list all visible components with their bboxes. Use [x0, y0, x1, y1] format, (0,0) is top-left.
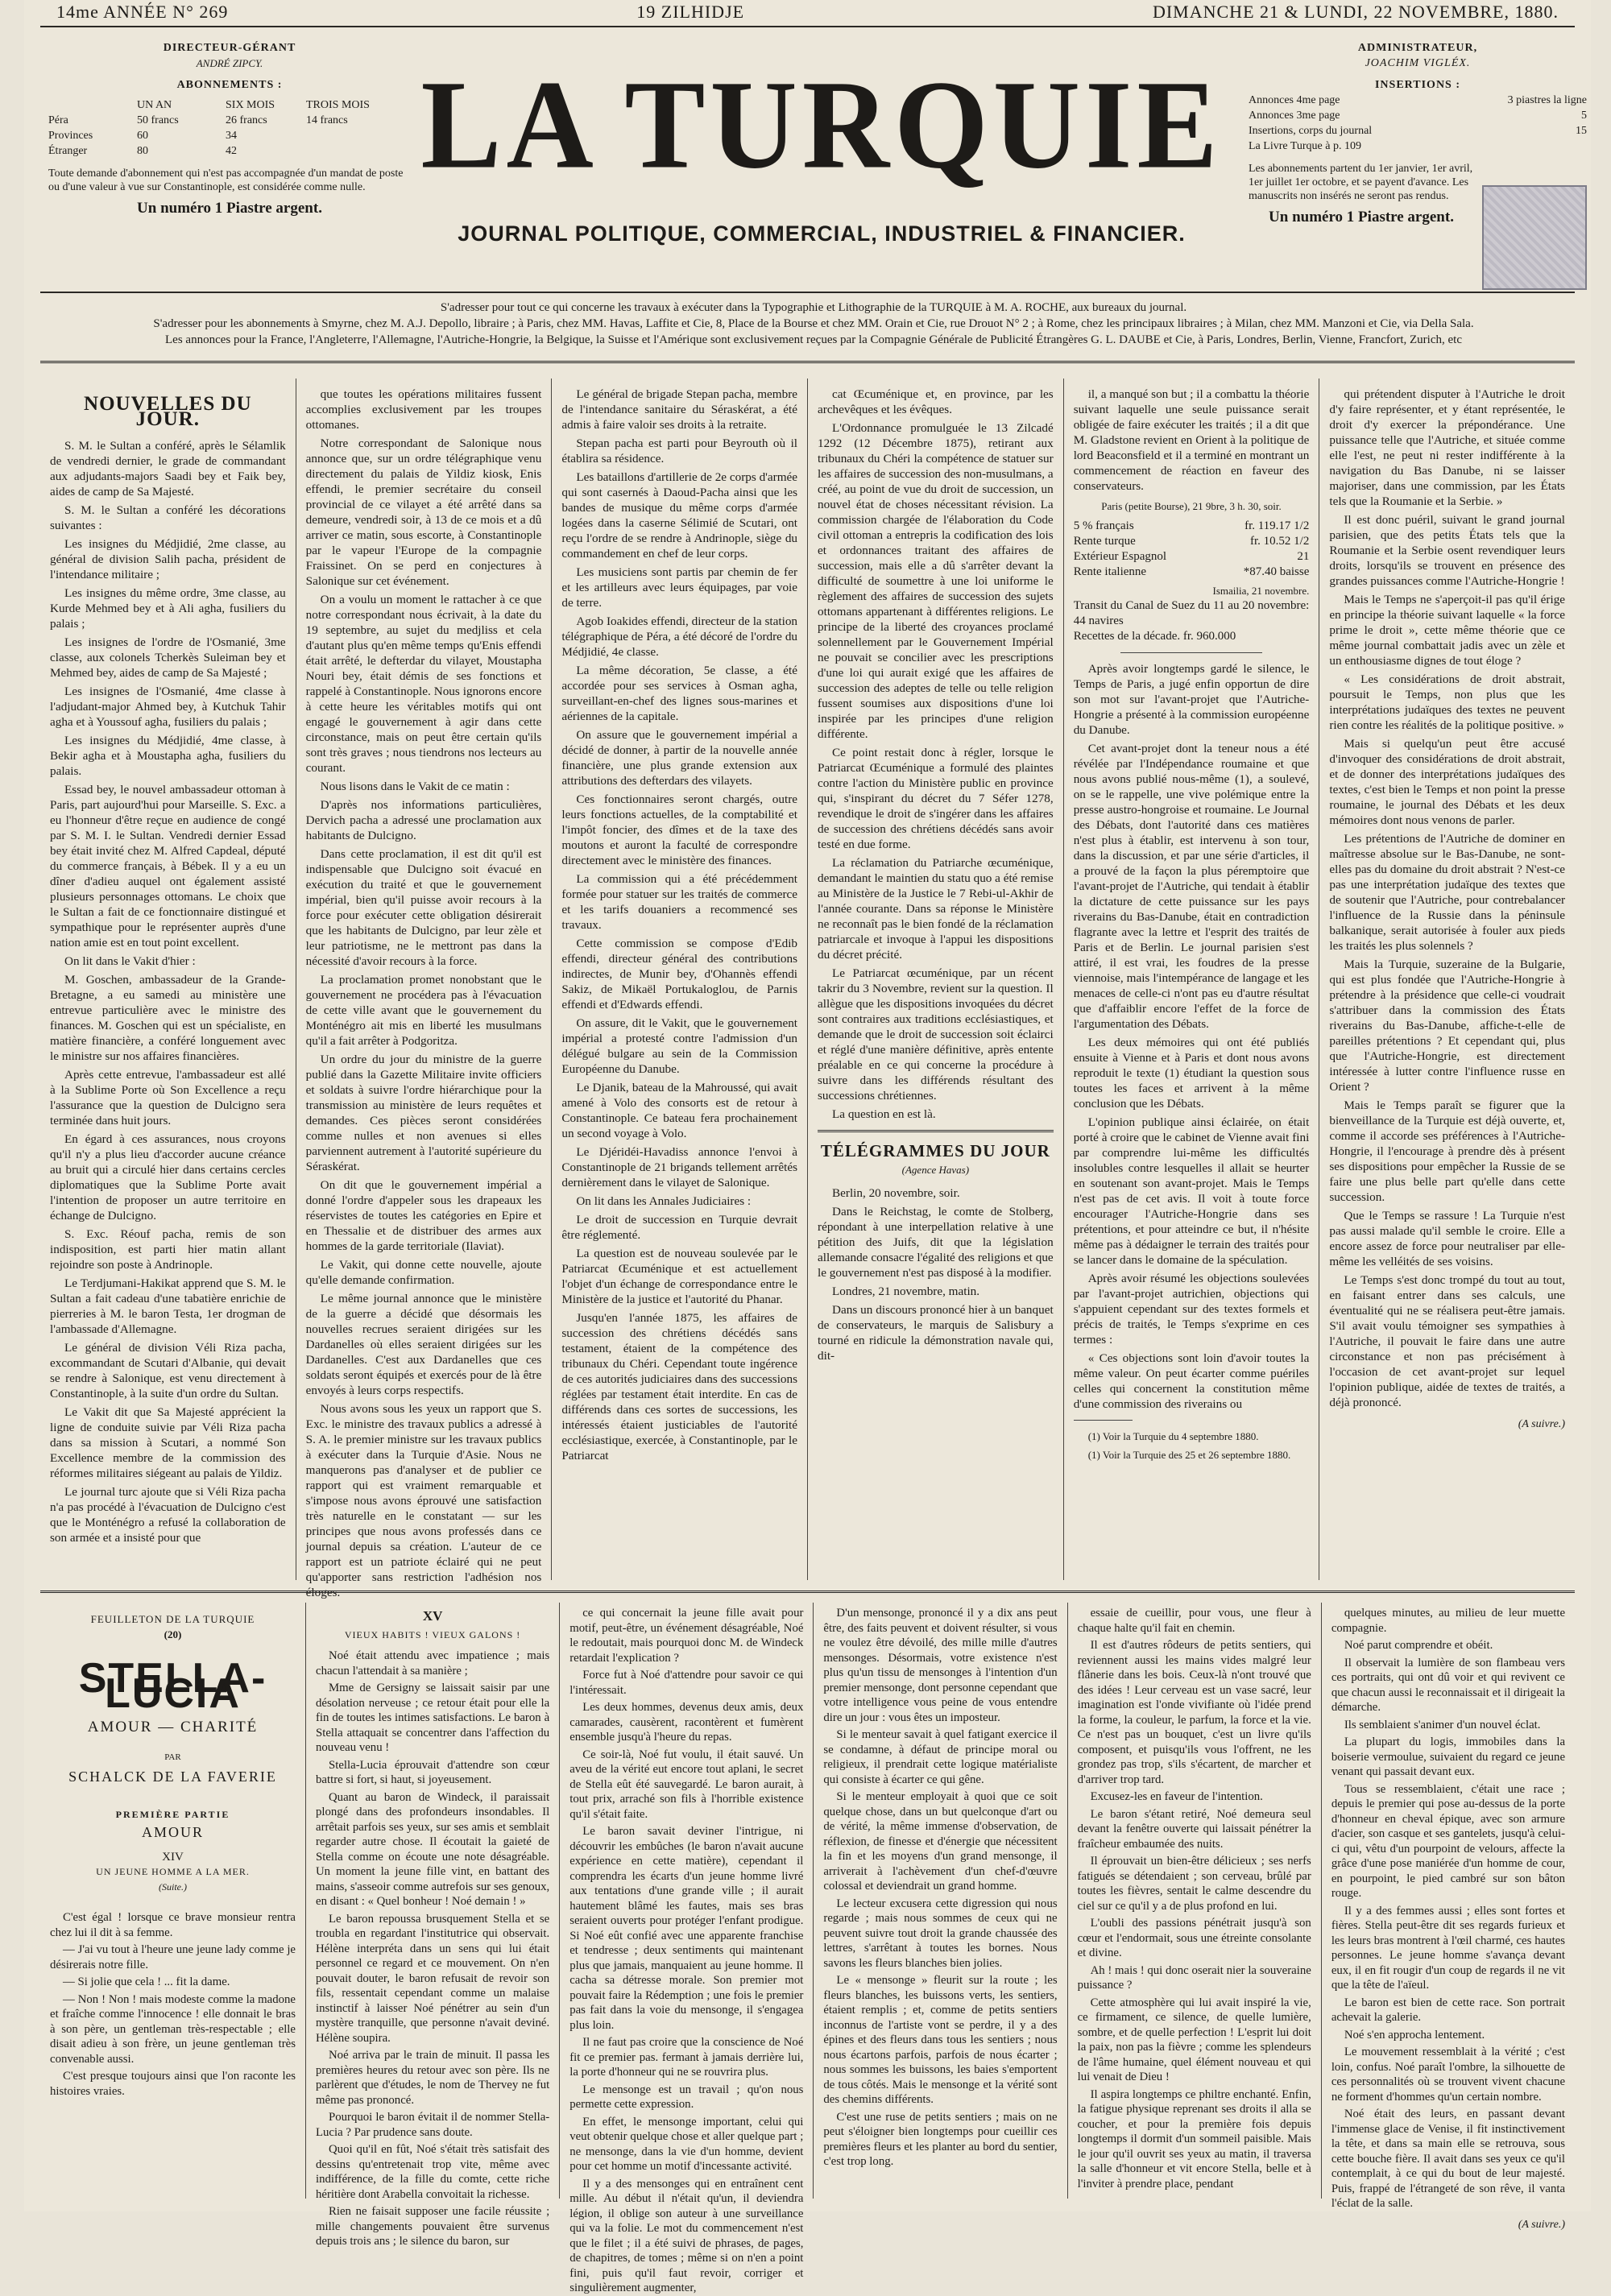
- subs-cell: 14 francs: [306, 114, 348, 126]
- footnotes: [1074, 1429, 1310, 1462]
- paragraph: Essad bey, le nouvel ambassadeur ottoman à Paris, part aujourd'hui pour Marseille. S. Exc. a eu l'honneur d'être reçue en audience de congé par S. M. I. le Sultan. Vendredi dernier Essad bey était invité chez M. Alfred Capdeal, député du commerce français, à Bébek. Il y a eu un dîner d'adieu auquel ont également assisté plusieurs personnages ottomans. Le choix que le Sultan a fait de ce fonctionnaire distingué et sympathique pour le représenter auprès d'une nation amie est en tout point excellent.: [50, 783, 286, 949]
- telegrams-heading: TÉLÉGRAMMES DU JOUR: [820, 1141, 1050, 1160]
- paragraph: En égard à ces assurances, nous croyons qu'il n'y a plus lieu d'accorder aucune créance au bruit qui a circulé hier dans certains cercles diplomatiques que la Sublime Porte avait l'intention de proposer un autre territoire en échange de Dulcigno.: [50, 1132, 286, 1222]
- insertion-item: La Livre Turque à p. 109: [1249, 140, 1361, 152]
- paragraph: Le Temps s'est donc trompé du tout au tout, en faisant entrer dans ses calculs, une éventualité qui ne se réalisera peut-être jamais. S'il avait voulu témoigner ses sympathies à l'Autriche, il pouvait le faire dans une autre circonstance et non pas précisément à l'occasion de cet avant-projet sur lequel l'opinion publique, aidée de textes de traités, a déjà prononcé.: [1329, 1273, 1566, 1409]
- market-value: fr. 10.52 1/2: [1250, 535, 1310, 548]
- feuilleton-rule: [40, 1591, 1575, 1593]
- issue-price: Un numéro 1 Piastre argent.: [137, 200, 322, 217]
- paragraph: Noé était attendu avec impatience ; mais chacun l'attendait à sa manière ;: [316, 1649, 550, 1678]
- paragraph: « Ces objections sont loin d'avoir toutes la même valeur. On peut écarter comme puériles celles qui concernent la constitution même d'une commission des riverains ou: [1073, 1351, 1310, 1411]
- paragraph: Quant au baron de Windeck, il paraissait plongé dans des profondeurs insondables. Il arrêtait parfois ses yeux, sur ses amis et semblait regarder autre chose. Il écoutait la gaieté de Stella comme on écoute une note désagréable. Un moment la jeune fille vint, en battant des mains, s'asseoir comme autrefois sur ses genoux, en disant : « Quel bonheur ! Noé demain ! »: [316, 1790, 550, 1908]
- top-line: [24, 0, 1591, 24]
- ismailia-date: Ismailia, 21 novembre.: [1212, 585, 1310, 597]
- newspaper-page: [24, 0, 1591, 2294]
- paragraph: C'est presque toujours ainsi que l'on raconte les histoires vraies.: [50, 2070, 296, 2098]
- paragraph: Le Vakit dit que Sa Majesté apprécient la ligne de conduite suivie par Véli Riza pacha dans sa mission à Scutari, a nommé Son Excellence membre de la commission des réformes militaires siégeant au palais de Yildiz.: [50, 1405, 286, 1480]
- feuilleton-text: [1078, 1606, 1311, 2191]
- paragraph: Le journal turc ajoute que si Véli Riza pacha n'a pas procédé à l'évacuation de Dulcigno c'est que le Monténégro a refusé la collaboration de son armée et a insisté pour que: [50, 1485, 286, 1545]
- paragraph: Le mouvement ressemblait à la vérité ; c'est loin, confus. Noé paraît l'ombre, la silhouette de ces personnalités où se trouvent vivent chacune ne forment d'hommes qu'un certain nombre.: [1331, 2046, 1566, 2104]
- insertion-item: Annonces 4me page: [1249, 94, 1340, 106]
- admin-name: JOACHIM VIGLÉX.: [1365, 57, 1471, 69]
- paragraph: Les deux mémoires qui ont été publiés ensuite à Vienne et à Paris et dont nous avons reproduit le texte (1) étudiant la question sous toutes les faces et arrivent à la même conclusion que les Débats.: [1073, 1036, 1310, 1111]
- paragraph: Les insignes du Médjidié, 4me classe, à Bekir agha et à Moustapha agha, fusiliers du palais.: [50, 734, 286, 778]
- column-2: [296, 379, 553, 1599]
- paragraph: Il y a des mensonges qui en entraînent cent mille. Au début il n'était qu'un, il deviendra légion, il oblige son auteur à une surveillance qui va la folie. Le mot du commencement n'est que le filet ; il a été suivi de phrases, de pages, de chapitres, de tomes ; même si on n'en a point fini, puis qu'il faut revoir, corriger et singulièrement augmenter,: [569, 2177, 804, 2294]
- paragraph: Après cette entrevue, l'ambassadeur est allé à la Sublime Porte où Son Excellence a reçu l'assurance que la question de Dulcigno sera terminée dans huit jours.: [50, 1068, 286, 1127]
- paragraph: Stella-Lucia éprouvait d'attendre son cœur battre si fort, si haut, si joyeusement.: [316, 1758, 550, 1786]
- chapter-title: UN JEUNE HOMME A LA MER.: [96, 1866, 250, 1877]
- insertion-row: [1249, 93, 1587, 108]
- paragraph: Mais le Temps paraît se figurer que la bienveillance de la Turquie est déjà ouverte, et, comme il accorde ses préférences à l'Autriche-Hongrie, il l'encourage à prendre dès à présent ses dispositions pour empêcher la Russie de se faire une plus belle part qu'elle dans cette succession.: [1329, 1098, 1566, 1204]
- market-value: fr. 119.17 1/2: [1244, 519, 1310, 532]
- paragraph: Berlin, 20 novembre, soir.: [832, 1186, 960, 1200]
- paragraph: Dans le Reichstag, le comte de Stolberg, répondant à une interpellation relative à une pétition des Juifs, dit que la législation allemande consacre l'égalité des religions et que le gouvernement n'est pas disposé à la modifier.: [818, 1205, 1054, 1280]
- column-text: [1329, 387, 1565, 1410]
- paragraph: Les prétentions de l'Autriche de dominer en maîtresse absolue sur le Bas-Danube, ne sont-elles pas du domaine du droit abstrait ? N'est-ce pas une interprétation judaïque des textes que de soutenir que l'Autriche, pour contrebalancer l'influence de la Russie dans la péninsule balkanique, serait autorisée à fouler aux pieds les traités les plus solennels ?: [1329, 832, 1566, 953]
- paragraph: Ce point restait donc à régler, lorsque le Patriarcat Œcuménique a formulé des plaintes contre l'action du Ministère public en province qui, s'inspirant du décret du 7 Séfer 1278, revendique le droit de s'ingérer dans les affaires de succession des chrétiens décédés sans avoir testé en due forme.: [818, 746, 1054, 851]
- paragraph: En effet, le mensonge important, celui qui veut obtenir quelque chose et aller quelque part ; ne mensonge, dans la vie d'un homme, devient pour cet homme un motif d'incessante activité.: [569, 2115, 804, 2173]
- subs-row: [48, 128, 411, 143]
- market-value: 21: [1297, 550, 1310, 563]
- paragraph: Il y a des femmes aussi ; elles sont fortes et fières. Stella peut-être dit ses regards furieux et les leurs bras montrent à l'œil charmé, ces hautes personnes. Le jeune homme s'avança devant eux, il en fit rougir d'un coup de regards il ne vit que la tête de l'aïeul.: [1331, 1904, 1566, 1992]
- paragraph: Londres, 21 novembre, matin.: [832, 1285, 980, 1298]
- paragraph: Noé s'en approcha lentement.: [1344, 2028, 1485, 2042]
- market-label: 5 % français: [1073, 519, 1134, 532]
- paragraph: S. M. le Sultan a conféré les décorations suivantes :: [50, 503, 286, 532]
- subs-cell: 26 francs: [226, 114, 267, 126]
- paragraph: Nous lisons dans le Vakit de ce matin :: [320, 780, 510, 793]
- subs-cell: Péra: [48, 114, 68, 126]
- paragraph: La même décoration, 5e classe, a été accordée pour ses services à Osman agha, surveillant-en-chef des lignes sous-marines et aériennes de la capitale.: [561, 664, 798, 723]
- paragraph: Le baron est bien de cette race. Son portrait achevait la galerie.: [1331, 1996, 1566, 2024]
- paragraph: Il observait la lumière de son flambeau vers ces portraits, qui ont dû voir et qui revivent ce que chacun aussi le reconnaissait et il dirigeait la démarche.: [1331, 1656, 1566, 1714]
- paragraph: La plupart du logis, immobiles dans la boiserie vermoulue, suivaient du regard ce jeune venant qui passait devant eux.: [1331, 1735, 1566, 1778]
- masthead-rule: [40, 292, 1575, 293]
- paragraph: Rien ne faisait supposer une facile réussite ; mille changements pouvaient être survenus depuis trois ans ; le silence du baron, sur: [316, 2205, 550, 2248]
- paragraph: Mme de Gersigny se laissait saisir par une désolation nerveuse ; ce retour était pour elle la fin de toutes les intimes satisfactions. Le baron à Stella attaquait se concentrer dans l'affection du nouveau venu !: [316, 1682, 550, 1754]
- issue-date: DIMANCHE 21 & LUNDI, 22 NOVEMBRE, 1880.: [1152, 2, 1559, 22]
- paragraph: Les insignes de l'Osmanié, 4me classe à l'adjudant-major Ahmed bey, à Kutchuk Tahir agha et à Youssouf agha, fusiliers du palais ;: [50, 685, 286, 729]
- paragraph: M. Goschen, ambassadeur de la Grande-Bretagne, a eu samedi au ministère une entrevue particulière avec le ministre des finances. M. Goschen qui est un spécialiste, en matière financière, a conféré longuement avec le ministre sur nos affaires financières.: [50, 973, 286, 1063]
- insertion-row: [1249, 123, 1587, 139]
- insertion-item: Insertions, corps du journal: [1249, 125, 1373, 137]
- paragraph: Cet avant-projet dont la teneur nous a été révélée par l'Indépendance roumaine et que nous avons publié nous-même (1), a soulevé, on se le rappelle, une vive polémique entre la presse austro-hongroise et roumaine. Le Journal des Débats, dont l'autorité dans ces matières n'est plus à établir, est intervenu à son tour, dans la discussion, et par une série d'articles, il a prouvé de la façon la plus péremptoire que l'avant-projet de l'Autriche, qui tendait à établir la dictature de cette puissance sur les pays riverains du Bas-Danube, était en contradiction flagrante avec la lettre et l'esprit des traités de Paris et de Berlin. Le journal parisien s'est attiré, il est vrai, les foudres de la presse viennoise, mais l'intempérance de langage et les menaces de celle-ci n'ont pas eu d'autre résultat que d'affaiblir encore l'effet de la force de l'argumentation des Débats.: [1073, 742, 1310, 1031]
- paragraph: qui prétendent disputer à l'Autriche le droit d'y faire représenter, et y étant représentée, le droit d'y exercer la prépondérance. Une puissance telle que l'Autriche, et située comme elle l'est, ne peut ni rester indifférente à la navigation du Bas Danube, ni se laisser majoriser, dans une commission, par les États tels que la Roumanie et la Serbie. »: [1329, 387, 1566, 508]
- column-text: [50, 438, 286, 1545]
- paragraph: cat Œcuménique et, en province, par les archevêques et les évêques.: [818, 387, 1054, 416]
- novel-title: STELLA-LUCIA: [78, 1655, 267, 1717]
- divider: [1120, 652, 1262, 653]
- paragraph: La question est de nouveau soulevée par le Patriarcat Œcuménique et est actuellement l'objet d'un échange de correspondance entre le Ministère de la justice et l'autorité du Phanar.: [561, 1247, 798, 1306]
- chapter-title: VIEUX HABITS ! VIEUX GALONS !: [344, 1628, 521, 1640]
- insertion-price: 15: [1576, 125, 1587, 137]
- subscriptions-label: ABONNEMENTS :: [176, 79, 283, 91]
- insertion-row: [1249, 139, 1587, 154]
- paragraph: Excusez-les en faveur de l'intention.: [1090, 1790, 1263, 1803]
- admin-label: ADMINISTRATEUR,: [1357, 42, 1478, 54]
- subs-header-row: [48, 97, 411, 113]
- paragraph: Il est donc puéril, suivant le grand journal parisien, que des petits États tels que la Roumanie et la Serbie osent revendiquer leurs droits, lorsqu'ils se trouvent en présence des grandes puissances comme l'Autriche-Hongrie !: [1329, 513, 1566, 588]
- column-text: [818, 387, 1054, 1122]
- columns-rule: [40, 361, 1575, 363]
- paragraph: On lit dans les Annales Judiciaires :: [576, 1194, 752, 1208]
- paragraph: il, a manqué son but ; il a combattu la théorie suivant laquelle une seule puissance serait obligée de faire exécuter les traités ; il a dit que M. Gladstone revient en Orient à la politique de lord Beaconsfield et il a terminé en montrant un commencement de réaction en faveur des conservateurs.: [1073, 387, 1310, 493]
- paragraph: Il ne faut pas croire que la conscience de Noé fit ce premier pas. fermant à jamais derrière lui, la porte d'honneur qui ne se rouvrira plus.: [569, 2036, 804, 2079]
- paragraph: Nous avons sous les yeux un rapport que S. Exc. le ministre des travaux publics a adressé à S. A. le premier ministre sur les travaux publics à exécuter dans la Turquie d'Asie. Nous ne manquerons pas d'analyser et de publier ce rapport qui est vraiment remarquable et s'impose nous avons éprouvé une satisfaction très naturelle en le constatant — sur les principes que nous avons professés dans ce journal depuis sa création. L'auteur de ce rapport est un patriote éclairé qui ne peut qu'apporter sans restriction l'adhésion nos éloges.: [305, 1402, 542, 1599]
- insertion-item: Annonces 3me page: [1249, 110, 1340, 122]
- paragraph: (1) Voir la Turquie du 4 septembre 1880.: [1087, 1430, 1259, 1442]
- subs-cell: 34: [226, 130, 237, 142]
- address-line: S'adresser pour les abonnements à Smyrne, chez M. A.J. Depollo, libraire ; à Paris, chez MM. Havas, Laffite et Cie, 8, Place de la Bourse et chez MM. Orain et Cie, rue Drouot N° 2 ; à Rome, chez les principaux libraires ; à Milan, chez MM. Manzoni et Cie, via Della Sala.: [153, 317, 1474, 330]
- paragraph: Mais si quelqu'un peut être accusé d'invoquer des considérations de droit abstrait, et de donner des interprétations judaïques des textes, c'est bien le Temps et non point la presse roumaine, le journal des Débats et les deux mémoires dont nous venons de parler.: [1329, 737, 1566, 827]
- news-heading: NOUVELLES DU JOUR.: [84, 393, 252, 430]
- market-row: [1074, 565, 1310, 580]
- paragraph: — Si jolie que cela ! ... fit la dame.: [63, 1975, 230, 1988]
- telegrams-agency: (Agence Havas): [901, 1164, 970, 1176]
- paragraph: Le lecteur excusera cette digression qui nous regarde ; mais nous sommes de ceux qui ne peuvent suivre tout droit la grande chaussée des lettres, s'arrêtant à toutes les bornes. Nous savons les fleurs blanches bien jolies.: [823, 1897, 1058, 1970]
- paragraph: Jusqu'en l'année 1875, les affaires de succession des chrétiens décédés sans testament, étaient de la compétence des tribunaux du Chéri. Cependant toute ingérence de ces autorités judiciaires dans des successions réglées par testament était interdite. En cas de différends dans ces sortes de successions, les intéressés étaient justiciables de l'autorité ecclésiastique, exercée, à Constantinople, par le Patriarcat: [561, 1311, 798, 1462]
- insertions-note: Les abonnements partent du 1er janvier, 1er avril, 1er juillet 1er octobre, et se payent d'avance. Les manuscrits non insérés ne seront pas rendus.: [1249, 163, 1473, 202]
- paragraph: Le mensonge est un travail ; qu'on nous permette cette expression.: [569, 2083, 804, 2111]
- paragraph: On assure, dit le Vakit, que le gouvernement impérial a protesté contre l'admission d'un délégué bulgare au sein de la Commission Européenne du Danube.: [561, 1016, 798, 1076]
- paragraph: D'après nos informations particulières, Dervich pacha a adressé une proclamation aux habitants de Dulcigno.: [305, 798, 542, 842]
- column-5: [1064, 379, 1320, 1580]
- feuilleton-column-2: [306, 1603, 560, 2248]
- section-divider: [818, 1130, 1054, 1132]
- paragraph: Les bataillons d'artillerie de 2e corps d'armée qui sont casernés à Daoud-Pacha ainsi que les bandes de musique du même corps d'armée logées dans la caserne Sélimié de Scutari, ont reçu l'ordre de se rendre à Andrinople, siège du commandement en chef de leur corps.: [561, 470, 798, 561]
- paragraph: Mais la Turquie, suzeraine de la Bulgarie, qui est plus fondée que l'Autriche-Hongrie à prétendre à la présidence que celle-ci voudrait s'attribuer dans la commission des États riverains du Bas-Danube, affiche-t-elle de pareilles prétentions ? Et cependant qui, plus que l'Autriche-Hongrie, est directement intéressée à lutter contre l'influence russe en Orient ?: [1329, 958, 1566, 1094]
- part-label: PREMIÈRE PARTIE: [115, 1808, 230, 1820]
- paragraph: Le droit de succession en Turquie devrait être réglementé.: [561, 1213, 798, 1242]
- hijri-date: 19 ZILHIDJE: [636, 2, 745, 22]
- subscription-block: [48, 40, 411, 216]
- paragraph: L'oubli des passions pénétrait jusqu'à son cœur et l'endormait, sous une étreinte consolante et divine.: [1077, 1917, 1311, 1959]
- feuilleton-text: [569, 1606, 803, 2296]
- paragraph: S. M. le Sultan a conféré, après le Sélamlik de vendredi dernier, le grade de commandant aux adjudants-majors Saadi bey et Faik bey, aides de camp de Sa Majesté.: [50, 439, 286, 499]
- paragraph: Stepan pacha est parti pour Beyrouth où il établira sa résidence.: [561, 436, 798, 465]
- subs-cell: [306, 143, 387, 159]
- paragraph: Les insignes du Médjidié, 2me classe, au général de division Salih pacha, président de l'intendance militaire ;: [50, 537, 286, 581]
- feuilleton-text: [50, 1910, 296, 2099]
- subs-row: [48, 113, 411, 128]
- column-4: [808, 379, 1064, 1580]
- subs-cell: 42: [226, 145, 237, 157]
- subs-cell: 80: [137, 145, 148, 157]
- feuilleton-column-3: [560, 1603, 814, 2294]
- feuilleton-column-4: [814, 1603, 1067, 2199]
- paragraph: — Non ! Non ! mais modeste comme la madone et fraîche comme l'innocence ! elle donnait le bras à son père, un gentleman très-respectable ; elle disait adieu à son frère, un jeune gentleman très convenable aussi.: [50, 1992, 296, 2066]
- novel-author: SCHALCK DE LA FAVERIE: [68, 1769, 277, 1785]
- paragraph: Que le Temps se rassure ! La Turquie n'est pas aussi malade qu'il semble le croire. Elle a encore assez de force pour neutraliser par elle-même les velléités de ses voisins.: [1329, 1209, 1566, 1268]
- feuilleton-head: FEUILLETON DE LA TURQUIE: [90, 1613, 255, 1625]
- address-line: S'adresser pour tout ce qui concerne les travaux à exécuter dans la Typographie et Lithographie de la TURQUIE à M. A. ROCHE, aux bureaux du journal.: [440, 301, 1187, 314]
- subs-header: UN AN: [137, 99, 172, 111]
- paragraph: On lit dans le Vakit d'hier :: [64, 954, 196, 968]
- footnote-divider: [1074, 1420, 1133, 1421]
- column-text: [1074, 387, 1310, 494]
- paragraph: Notre correspondant de Salonique nous annonce que, sur un ordre télégraphique venu directement du palais de Yildiz kiosk, Enis effendi, le premier secrétaire du conseil provincial de ce vilayet a été arrêté dans sa demeure, vendredi soir, à 13 de ce mois et a dû arriver ce matin, sous escorte, à Constantinople par le vapeur l'Europe de la compagnie Fraissinet. On se perd en conjectures à Salonique sur cet événement.: [305, 436, 542, 588]
- paragraph: Quoi qu'il en fût, Noé s'était très satisfait des dessins qu'entretenait trop vite, même avec indifférence, de la fille du comte, cette riche héritière dont Arabella convoitait la richesse.: [316, 2143, 550, 2201]
- paragraph: Mais le Temps ne s'aperçoit-il pas qu'il érige en principe la théorie suivant laquelle « la force prime le droit », cette même théorie que ce même journal combattait jadis avec un zèle et un enthousiasme dignes de tout éloge ?: [1329, 593, 1566, 668]
- subs-cell: 50 francs: [137, 114, 179, 126]
- subs-cell: Provinces: [48, 130, 93, 142]
- feuilleton-column-1: [40, 1603, 306, 2199]
- by-label: PAR: [164, 1752, 181, 1762]
- column-3: [552, 379, 808, 1580]
- newspaper-title: LA TURQUIE: [420, 54, 1223, 196]
- paragraph: Le Terdjumani-Hakikat apprend que S. M. le Sultan a fait cadeau d'une tabatière enrichie de pierreries à M. le baron Testa, 1er drogman de l'ambassade d'Allemagne.: [50, 1276, 286, 1336]
- market-value: *87.40 baisse: [1243, 565, 1310, 578]
- market-label: Extérieur Espagnol: [1073, 550, 1167, 563]
- paragraph: Il éprouvait un bien-être délicieux ; ses nerfs fatigués se détendaient ; son cerveau, brûlé par toutes les fièvres, sentait le calme descendre du ciel sur ce qu'il y a de plus profond en lui.: [1077, 1855, 1311, 1913]
- paragraph: Ils semblaient s'animer d'un nouvel éclat.: [1344, 1718, 1541, 1731]
- column-text: [1074, 661, 1310, 1412]
- market-row: [1074, 519, 1310, 534]
- continued-label: (Suite.): [159, 1880, 187, 1893]
- paragraph: Le « mensonge » fleurit sur la route ; les fleurs blanches, les buissons verts, les sentiers, étaient remplis ; et, comme de petits sentiers inconnus de l'artiste vont se perdre, il y a des épines et des fleurs dans tous les sentiers ; nous nous écartons parfois, parfois de nous écarter ; nous sommes les buissons, les baies s'emportent de tous côtés. Mais le mensonge et la vérité sont des chemins différents.: [823, 1974, 1058, 2106]
- paragraph: essaie de cueillir, pour vous, une fleur à chaque halte qu'il fait en chemin.: [1077, 1607, 1311, 1635]
- paragraph: que toutes les opérations militaires fussent accomplies exclusivement par les troupes ottomanes.: [305, 387, 542, 432]
- paragraph: Après avoir résumé les objections soulevées par l'avant-projet autrichien, objections qui s'appuient cependant sur des textes formels et précis de traités, le Temps s'exprime en ces termes :: [1073, 1272, 1310, 1347]
- paragraph: Dans cette proclamation, il est dit qu'il est indispensable que Dulcigno soit évacué en exécution du traité et que le gouvernement impérial, bien qu'il puisse avoir recours à la force pour exécuter cette obligation désirerait que les habitants de Dulcigno, par leur zèle et leur patriotisme, ne le mettront pas dans la nécessité d'avoir recours à la force.: [305, 847, 542, 968]
- paragraph: Un ordre du jour du ministre de la guerre publié dans la Gazette Militaire invite officiers et soldats à suivre l'ordre hiérarchique pour la transmission au ministère de leurs requêtes et demandes. Ces pièces seront considérées comme nulles et non avenues si elles parviennent autrement à l'autorité supérieure du Séraskérat.: [305, 1053, 542, 1173]
- paragraph: C'est égal ! lorsque ce brave monsieur rentra chez lui il dit à sa femme.: [50, 1911, 296, 1939]
- paragraph: Les insignes de l'ordre de l'Osmanié, 3me classe, aux colonels Tcherkès Suleiman bey et Mehmed bey, aides de camp de Sa Majesté ;: [50, 635, 286, 680]
- paragraph: Le baron savait deviner l'intrigue, ni découvrir les embûches (le baron n'avait aucune expérience en cette matière), cependant il comprendra les écarts d'un jeune homme livré aux tentations d'une grande ville ; il aurait hautement blâmé les fautes, mais ses bras seraient ouverts pour protéger l'enfant prodigue. Si Noé eût confié avec une apparente franchise et tendresse ; deux sentiments qui maintenant plus que jamais, manquaient au jeune homme. Il cacha sa détresse morale. Son premier mot pouvait faire la Rédemption ; une fois le premier pas fait dans la voie du mensonge, il s'engagea plus loin.: [569, 1825, 804, 2032]
- paragraph: Noé arriva par le train de minuit. Il passa les premières heures du retour avec son père. Ils ne parlèrent que d'études, le nom de Thervey ne fut même pas prononcé.: [316, 2049, 550, 2107]
- paragraph: Le même journal annonce que le ministère de la guerre a décidé que désormais les nouvelles recrues seraient dirigées sur les Dardanelles où elles seraient dirigées sur les Dardanelles. C'est aux Dardanelles que ces soldats seront équipés et exercés pour de là être envoyés à leurs corps respectifs.: [305, 1292, 542, 1397]
- subscription-note: Toute demande d'abonnement qui n'est pas accompagnée d'un mandat de poste ou d'une valeur à vue sur Constantinople, est considérée comme nulle.: [48, 168, 404, 193]
- paragraph: Après avoir longtemps gardé le silence, le Temps de Paris, a jugé enfin opportun de dire son mot sur l'avant-projet que l'Autriche-Hongrie a présenté à la commission européenne du Danube.: [1073, 662, 1310, 737]
- insertion-price: 5: [1581, 110, 1587, 122]
- paragraph: Noé parut comprendre et obéit.: [1344, 1639, 1493, 1652]
- subs-cell: [306, 128, 387, 143]
- paragraph: Noé était des leurs, en passant devant l'immense glace de Venise, il fit instinctivement la tête, et dans sa main elle se retrouva, sous cette bouche fière. Il avait dans ses yeux ce qu'il contemplait, à ce qui du bout de leur majesté. Puis, frappé de l'étrangeté de son rêve, il vanta l'éclat de la salle.: [1331, 2108, 1566, 2210]
- insertion-row: [1249, 108, 1587, 123]
- feuilleton-column-5: [1068, 1603, 1322, 2199]
- paragraph: Agob Ioakides effendi, directeur de la station télégraphique de Péra, a été décoré de l'ordre du Médjidié, 4e classe.: [561, 614, 798, 659]
- paragraph: Le baron repoussa brusquement Stella et se troubla en regardant l'institutrice qui observait. Hélène interpréta dans un sens qui lui était personnel ce regard et ce mouvement. On n'en pouvait douter, le baron refusait de revoir son fils, ressentait cependant comme un malaise instinctif à laisser Noé pénétrer au sein d'un mystère tranquille, que personne n'avait deviné. Hélène soupira.: [316, 1912, 550, 2045]
- chapter-number: XIV: [162, 1850, 184, 1864]
- subscriptions-table: [48, 97, 411, 159]
- paragraph: Les musiciens sont partis par chemin de fer et les artilleurs avec leurs équipages, par voie de terre.: [561, 565, 798, 610]
- column-text: [306, 387, 542, 1600]
- market-label: Rente italienne: [1073, 565, 1147, 578]
- feuilleton-text: [823, 1606, 1057, 2170]
- director-name: ANDRÉ ZIPCY.: [196, 57, 263, 69]
- paragraph: Si le menteur employait à quoi que ce soit quelque chose, dans un but quelconque d'art ou de vérité, la même immense d'observation, de réflexion, de finesse et d'énergie que nécessitent la fin et les moyens d'un grand mensonge, il arriverait à l'achèvement d'un chef-d'œuvre colossal et deviendrait un grand homme.: [823, 1790, 1058, 1893]
- paragraph: Ce soir-là, Noé fut voulu, il était sauvé. Un aveu de la vérité eut encore tout aplani, le secret de Stella eût été sauvegardé. Le baron aurait, à tout prix, arraché son fils à l'horrible existence qu'il s'était faite.: [569, 1748, 804, 1821]
- director-label: DIRECTEUR-GÉRANT: [163, 42, 296, 54]
- market-label: Rente turque: [1073, 535, 1136, 548]
- to-be-continued: (A suivre.): [1518, 2218, 1566, 2231]
- market-head: Paris (petite Bourse), 21 9bre, 3 h. 30, soir.: [1101, 500, 1282, 512]
- paragraph: L'Ordonnance promulguée le 13 Zilcadé 1292 (12 Décembre 1875), retirant aux tribunaux du Chéri la compétence de statuer sur les affaires de succession des non-musulmans, a créé, au point de vue du droit de succession, un nouvel état de choses nécessitant révision. La commission chargée de l'élaboration du Code civil ottoman a entrepris la codification des lois et ordonnances traitant des affaires de succession, mais elle a dû s'arrêter devant la difficulté de soumettre à une loi uniforme le règlement des affaires de succession des sujets ottomans appartenant à différentes religions. Le principe de la liberté des croyances proclamé solennellement par le Gouvernement Impérial ne pouvait se concilier avec les prescriptions d'une loi qui aurait exigé que les affaires de succession des adeptes de telle ou telle religion fussent soumises aux dispositions d'une loi inspirée par les principes d'une religion différente.: [818, 421, 1054, 741]
- feuilleton-column-6: [1322, 1603, 1575, 2231]
- subs-cell: Étranger: [48, 145, 88, 157]
- address-line: Les annonces pour la France, l'Angleterre, l'Allemagne, l'Autriche-Hongrie, la Belgique, la Suisse et l'Amérique sont exclusivement reçues par la Compagnie Générale de Publicité Étrangères G. L. DAUBE et Cie, à Paris, Londres, Berlin, Vienne, Francfort, Zurich, etc: [165, 333, 1462, 346]
- news-columns: [40, 379, 1575, 1599]
- tax-stamp: [1482, 185, 1587, 290]
- column-text: [561, 387, 797, 1463]
- paragraph: D'un mensonge, prononcé il y a dix ans peut être, des faits peuvent et doivent résulter, si vous ne voulez être dévoilé, des mille mille d'autres mensonges. Désormais, votre existence n'est plus qu'un tissu de mensonges à l'intention d'un premier mensonge, dont personne cependant que votre intelligence vous peine de vous entendre dire un jour : vous êtes un imposteur.: [823, 1607, 1058, 1724]
- feuilleton-number: (20): [164, 1628, 182, 1640]
- subs-header: [48, 97, 137, 113]
- paragraph: Ces fonctionnaires seront chargés, outre leurs fonctions actuelles, de la comptabilité et l'impôt foncier, des dîmes et de la taxe des moutons et auront la faculté de correspondre directement avec le ministère des finances.: [561, 792, 798, 867]
- top-rule: [40, 26, 1575, 27]
- paragraph: Le Vakit, qui donne cette nouvelle, ajoute qu'elle demande confirmation.: [305, 1258, 542, 1287]
- market-row: [1074, 534, 1310, 549]
- paragraph: quelques minutes, au milieu de leur muette compagnie.: [1331, 1607, 1566, 1635]
- paragraph: Cette commission se compose d'Edib effendi, directeur général des contributions indirectes, de Munir bey, d'Ohannès effendi Sakiz, de Mikaël Portukaloglou, de Parnis effendi et d'Edwards effendi.: [561, 937, 798, 1011]
- paragraph: On assure que le gouvernement impérial a décidé de donner, à partir de la nouvelle année financière, une plus grande extension aux attributions des defterdars des vilayets.: [561, 728, 798, 788]
- market-quotes: [1074, 499, 1310, 644]
- insertion-price: 3 piastres la ligne: [1507, 94, 1587, 106]
- subs-header: TROIS MOIS: [306, 99, 370, 111]
- paragraph: C'est une ruse de petits sentiers ; mais on ne peut s'éloigner bien longtemps pour cueillir ces premières fleurs et les planter au bord du sentier, c'est trop long.: [823, 2110, 1058, 2168]
- paragraph: Le Djanik, bateau de la Mahroussé, qui avait amené à Volo des consorts est de retour à Constantinople. Ce bateau fera prochainement un second voyage à Volo.: [561, 1081, 798, 1140]
- paragraph: La commission qui a été précédemment formée pour statuer sur les traités de commerce et les tarifs douaniers a recommencé ses travaux.: [561, 872, 798, 932]
- paragraph: Cette atmosphère qui lui avait inspiré la vie, ce firmament, ce silence, de quelle lumière, sombre, et de quelle perfection ! L'esprit lui doit la paix, non pas la fièvre ; comme les splendeurs de l'âme humaine, quel élément nouveau et qui lui venait de Dieu !: [1077, 1996, 1311, 2083]
- novel-subtitle: AMOUR — CHARITÉ: [87, 1719, 259, 1735]
- market-row: [1074, 549, 1310, 565]
- paragraph: « Les considérations de droit abstrait, poursuit le Temps, non plus que les interprétations judaïques des textes ne peuvent rien contre les réalités de la politique positive. »: [1329, 672, 1566, 732]
- paragraph: Ah ! mais ! qui donc oserait nier la souveraine puissance ?: [1077, 1963, 1311, 1992]
- paragraph: On a voulu un moment le rattacher à ce que notre correspondant nous écrivait, à la date du 19 septembre, au sujet du medjliss et cela d'autant plus qu'en même temps qu'Enis effendi était arrêté, le defterdar du vilayet, Moustapha Nouri bey, était démis de ses fonctions et rappelé à Constantinople. Nous ignorons encore à cette heure les véritables motifs qui ont engagé le gouvernement à agir dans cette circonstance, mais on peut être certain qu'ils sont très graves ; nous tiendrons nos lecteurs au courant.: [305, 593, 542, 775]
- part-name: AMOUR: [141, 1824, 204, 1840]
- to-be-continued: (A suivre.): [1518, 1418, 1566, 1430]
- paragraph: Il est d'autres rôdeurs de petits sentiers, qui reviennent aussi les mains vides malgré leur flânerie dans les bois. Ceux-là n'ont trouvé que des idées ! Leur cerveau est un vase sacré, leur imagination est l'onde vivifiante où l'idée prend la forme, la couleur, le parfum, la force et la vie. Ce n'est pas un bouquet, c'est un livre qu'ils composent, et puisqu'ils vous l'offrent, ne les grondez pas trop, s'ils s'écartent, de marcher et d'arriver trop tard.: [1077, 1639, 1311, 1786]
- feuilleton: [40, 1603, 1575, 2294]
- paragraph: Tous se ressemblaient, c'était une race ; depuis le premier qui pose au-dessus de la porte d'honneur en cheval épique, avec son armure d'acier, son casque et ses gantelets, jusqu'à celui-ci qui, vêtu d'un pourpoint de velours, affecte la grâce d'une pose maniérée d'un homme de cour, en pourpoint, le pied cambré sur son bâton rouge.: [1331, 1782, 1566, 1900]
- paragraph: Le général de brigade Stepan pacha, membre de l'intendance sanitaire du Séraskérat, a été admis à faire valoir ses droits à la retraite.: [561, 387, 798, 432]
- paragraph: — J'ai vu tout à l'heure une jeune lady comme je désirerais notre fille.: [50, 1943, 296, 1971]
- insertions-label: INSERTIONS :: [1374, 79, 1461, 91]
- column-6: [1319, 379, 1575, 1580]
- paragraph: (1) Voir la Turquie des 25 et 26 septembre 1880.: [1087, 1449, 1291, 1461]
- paragraph: ce qui concernait la jeune fille avait pour motif, peut-être, un événement désagréable, Noé le redoutait, mais pourquoi donc M. de Windeck retardait l'explication ?: [569, 1607, 804, 1665]
- address-block: [56, 300, 1571, 348]
- subs-cell: 60: [137, 130, 148, 142]
- subs-header: SIX MOIS: [226, 99, 275, 111]
- paragraph: Les insignes du même ordre, 3me classe, au Kurde Mehmed bey et à Ali agha, fusiliers du palais ;: [50, 586, 286, 631]
- paragraph: La question en est là.: [832, 1107, 936, 1121]
- suez-receipts: Recettes de la décade. fr. 960.000: [1073, 630, 1236, 643]
- suez-transit: Transit du Canal de Suez du 11 au 20 novembre: 44 navires: [1073, 599, 1310, 627]
- paragraph: L'opinion publique ainsi éclairée, on était porté à croire que le cabinet de Vienne avait fini par comprendre lui-même les difficultés insolubles contre lesquelles il allait se heurter en soutenant son avant-projet. Mais le Temps n'est pas de cet avis. Il voit à toute force encourager l'Autriche-Hongrie dans ses prétentions, et pour atteindre ce but, il n'hésite même pas à dédaigner le terrain des traités pour se lancer dans le domaine de la spéculation.: [1073, 1115, 1310, 1267]
- issue-number: 14me ANNÉE N° 269: [56, 2, 229, 22]
- paragraph: Force fut à Noé d'attendre pour savoir ce qui l'intéressait.: [569, 1669, 804, 1697]
- subs-row: [48, 143, 411, 159]
- newspaper-subtitle: JOURNAL POLITIQUE, COMMERCIAL, INDUSTRIEL & FINANCIER.: [458, 221, 1186, 246]
- paragraph: Les deux hommes, devenus deux amis, deux camarades, causèrent, racontèrent et fumèrent ensemble jusqu'à l'heure du repas.: [569, 1701, 804, 1744]
- issue-price-right: Un numéro 1 Piastre argent.: [1269, 209, 1454, 225]
- telegrams-text: [818, 1185, 1054, 1363]
- paragraph: Pourquoi le baron évitait il de nommer Stella-Lucia ? Par prudence sans doute.: [316, 2111, 550, 2139]
- feuilleton-text: [316, 1649, 549, 2249]
- paragraph: La proclamation promet nonobstant que le gouvernement ne procédera pas à l'évacuation de cette ville avant que le gouvernement du Monténégro ait mis en liberté les musulmans qu'il a fait arrêter à Podgoritza.: [305, 973, 542, 1048]
- paragraph: Dans un discours prononcé hier à un banquet de conservateurs, le marquis de Salisbury a tourné en ridicule la démonstration navale qui, dit-: [818, 1303, 1054, 1363]
- paragraph: Si le menteur savait à quel fatigant exercice il se condamne, à défaut de principe moral ou religieux, il prendrait cette logique matérialiste qui consiste à écarter ce qui gêne.: [823, 1728, 1058, 1786]
- paragraph: S. Exc. Réouf pacha, remis de son indisposition, est parti hier matin allant rejoindre son poste à Andrinople.: [50, 1227, 286, 1272]
- paragraph: On dit que le gouvernement impérial a donné l'ordre d'appeler sous les drapeaux les réservistes de toutes les catégories en Epire et en Thessalie et de distribuer des armes aux hommes de la garde territoriale (Ilaviat).: [305, 1178, 542, 1253]
- column-1: [40, 379, 296, 1580]
- paragraph: Le Patriarcat œcuménique, par un récent takrir du 3 Novembre, revient sur la question. Il allègue que les dispositions invoquées du décret sont contraires aux traditions ecclésiastiques, et demande que le droit de succession soit éclairci et réglé d'une manière définitive, après entente préalable en ce qui concerne la procédure à suivre dans les différends résultant des successions chrétiennes.: [818, 966, 1054, 1102]
- feuilleton-text: [1331, 1606, 1565, 2211]
- chapter-number: XV: [422, 1608, 443, 1624]
- paragraph: Il aspira longtemps ce philtre enchanté. Enfin, la fatigue physique reprenant ses droits il alla se coucher, et pour la première fois depuis longtemps il dormit d'un sommeil paisible. Mais le jour qu'il ouvrit ses yeux au matin, il traversa la salle d'honneur et vit encore Stella, belle et à l'inviter à prendre place, pendant: [1077, 2087, 1311, 2191]
- paragraph: Le baron s'étant retiré, Noé demeura seul devant la fenêtre ouverte qui laissait pénétrer la fraîcheur embaumée des nuits.: [1077, 1807, 1311, 1851]
- paragraph: Le général de division Véli Riza pacha, excommandant de Scutari d'Albanie, qui devait se rendre à Salonique, est venu directement à Constantinople, à la suite d'un ordre du Sultan.: [50, 1341, 286, 1400]
- paragraph: Le Djéridéi-Havadiss annonce l'envoi à Constantinople de 21 brigands tellement arrêtés dernièrement dans le vilayet de Salonique.: [561, 1145, 798, 1189]
- paragraph: La réclamation du Patriarche œcuménique, demandant le maintien du statu quo a été remise au Ministère de la Justice le 7 Rebi-ul-Akhir de l'année courante. Dans sa réponse le Ministère ne reconnaît pas le bien fondé de la réclamation patriarcale et invoque à l'appui les dispositions du décret précité.: [818, 856, 1054, 962]
